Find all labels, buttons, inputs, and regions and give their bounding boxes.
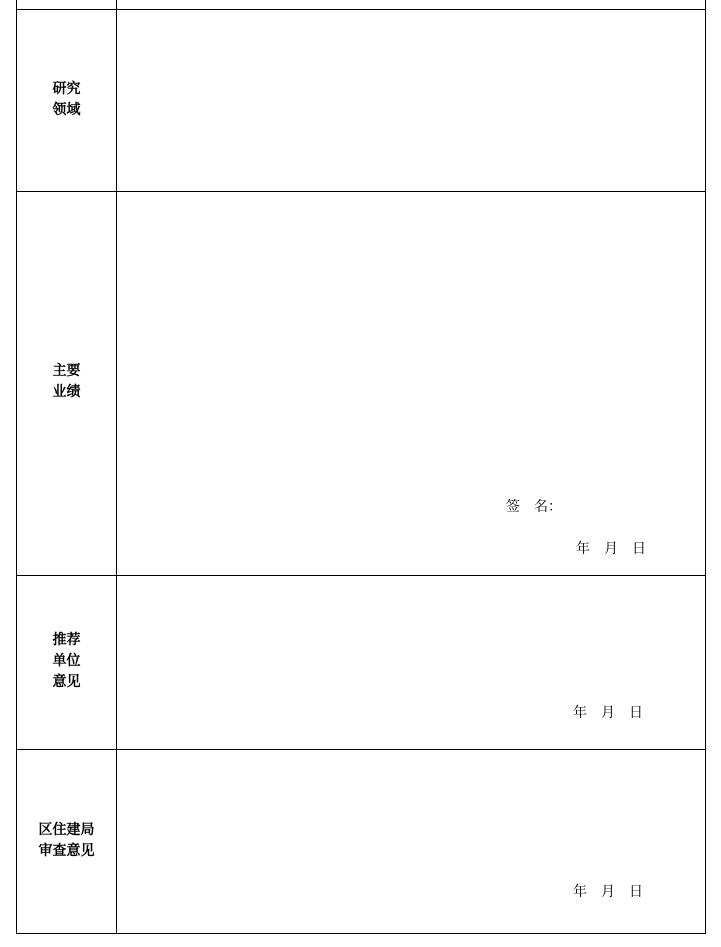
table-border-right [705, 0, 706, 934]
row-label-line: 区住建局 [38, 822, 95, 838]
achievements-date-label: 年 月 日 [576, 541, 646, 557]
achievements-content-cell[interactable] [117, 192, 705, 575]
row-label-recommending-unit-opinion [17, 630, 116, 693]
recommend-content-cell[interactable] [117, 576, 705, 749]
review-date-label: 年 月 日 [573, 884, 643, 900]
row-label-main-achievements [17, 361, 116, 403]
row-label-bureau-review-opinion [17, 820, 116, 862]
row-label-research-field [17, 79, 116, 121]
signature-label: 签 名： [506, 499, 562, 515]
review-content-cell[interactable] [117, 750, 705, 933]
row-label-line: 推荐 [52, 632, 81, 648]
row-label-line: 主要 [52, 363, 81, 379]
research-field-content-cell[interactable] [117, 10, 705, 191]
table-border-bottom [16, 933, 706, 934]
row-label-line: 领域 [52, 102, 81, 118]
recommend-date-label: 年 月 日 [573, 705, 643, 721]
row-label-line: 业绩 [52, 384, 81, 400]
row-label-line: 研究 [52, 81, 81, 97]
row-label-line: 单位 [52, 653, 81, 669]
row-label-line: 意见 [52, 674, 81, 690]
row-label-line: 审查意见 [38, 843, 95, 859]
table-border-left [16, 0, 17, 934]
